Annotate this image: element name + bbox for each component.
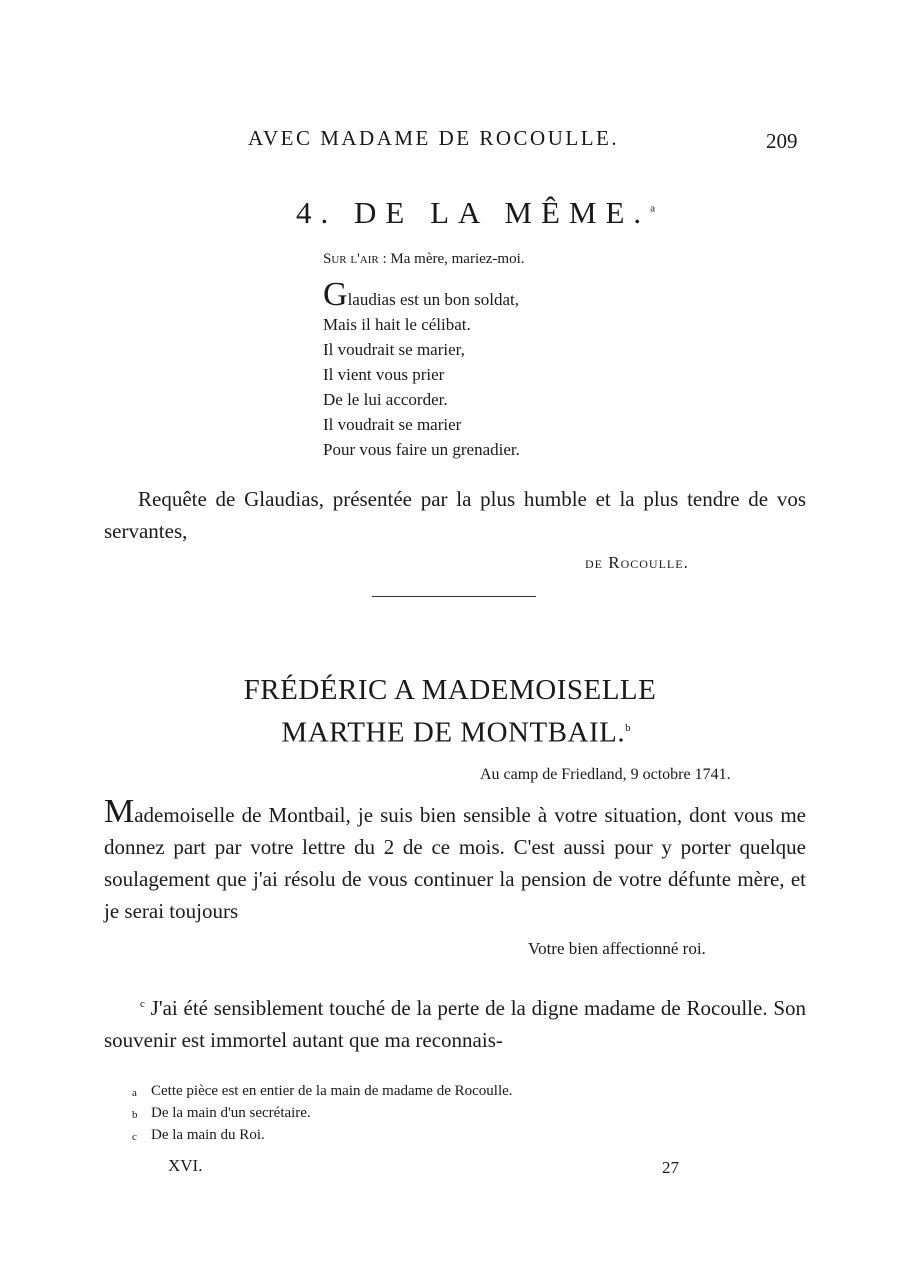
footnote-text: De la main du Roi.: [151, 1127, 265, 1143]
dateline: Au camp de Friedland, 9 octobre 1741.: [480, 766, 731, 783]
signature-name: Rocoulle.: [608, 553, 689, 572]
letter-body: [104, 793, 806, 927]
footnote-mark: c: [132, 1131, 137, 1143]
verse-line: [323, 276, 520, 313]
verse-line: Il vient vous prier: [323, 365, 445, 384]
footnote-ref-b: b: [625, 722, 631, 734]
letter-title-text: MARTHE DE MONTBAIL.: [281, 716, 626, 749]
letter-title-line1: FRÉDÉRIC A MADEMOISELLE: [243, 674, 657, 706]
section-divider: [372, 596, 536, 597]
verse: [323, 276, 520, 462]
verse-line: Il voudrait se marier: [323, 415, 462, 434]
letter-body-text: ademoiselle de Montbail, je suis bien sensible à votre situation, dont vous me donnez part par votre lettre du 2 de ce mois. C'est aussi pour y porter quelque soulagement que j'ai résolu de vous continuer la pension de votre défunte mère, et je serai toujours: [104, 803, 806, 923]
running-head: AVEC MADAME DE ROCOULLE.: [248, 126, 620, 150]
footnote: [132, 1124, 513, 1146]
footnote-text: De la main d'un secrétaire.: [151, 1105, 311, 1121]
letter-closing: Votre bien affectionné roi.: [528, 939, 706, 958]
signature-prefix: de: [585, 553, 603, 572]
footnote-text: Cette pièce est en entier de la main de madame de Rocoulle.: [151, 1083, 513, 1099]
footnote: [132, 1102, 513, 1124]
air-prefix: Sur l'air :: [323, 251, 387, 267]
air-text: Ma mère, mariez-moi.: [390, 251, 525, 267]
footnote: [132, 1080, 513, 1102]
footnotes: [132, 1080, 513, 1146]
piece-title-text: 4. DE LA MÊME.: [296, 195, 651, 230]
signature: [585, 553, 689, 573]
air-indication: [323, 251, 525, 268]
postscript: [104, 988, 806, 1056]
signature-number: 27: [662, 1158, 679, 1177]
postscript-text: J'ai été sensiblement touché de la perte de la digne madame de Rocoulle. Son souvenir est immortel autant que ma reconnais-: [104, 996, 807, 1052]
verse-first-rest: laudias est un bon soldat,: [347, 290, 519, 309]
footnote-ref-c: c: [140, 998, 145, 1010]
letter-initial: M: [104, 793, 135, 830]
footnote-ref-a: a: [650, 202, 656, 215]
verse-line: De le lui accorder.: [323, 390, 448, 409]
signature-mark: XVI.: [168, 1156, 203, 1175]
requete-paragraph: Requête de Glaudias, présentée par la plus humble et la plus tendre de vos servantes,: [104, 487, 806, 543]
verse-line: Mais il hait le célibat.: [323, 315, 471, 334]
verse-line: Il voudrait se marier,: [323, 340, 465, 359]
piece-title: [296, 195, 655, 231]
footnote-mark: a: [132, 1087, 137, 1099]
verse-initial: G: [323, 276, 348, 313]
verse-line: Pour vous faire un grenadier.: [323, 440, 520, 459]
page-number: 209: [766, 129, 798, 153]
letter-title-line2: [0, 710, 900, 752]
footnote-mark: b: [132, 1109, 138, 1121]
